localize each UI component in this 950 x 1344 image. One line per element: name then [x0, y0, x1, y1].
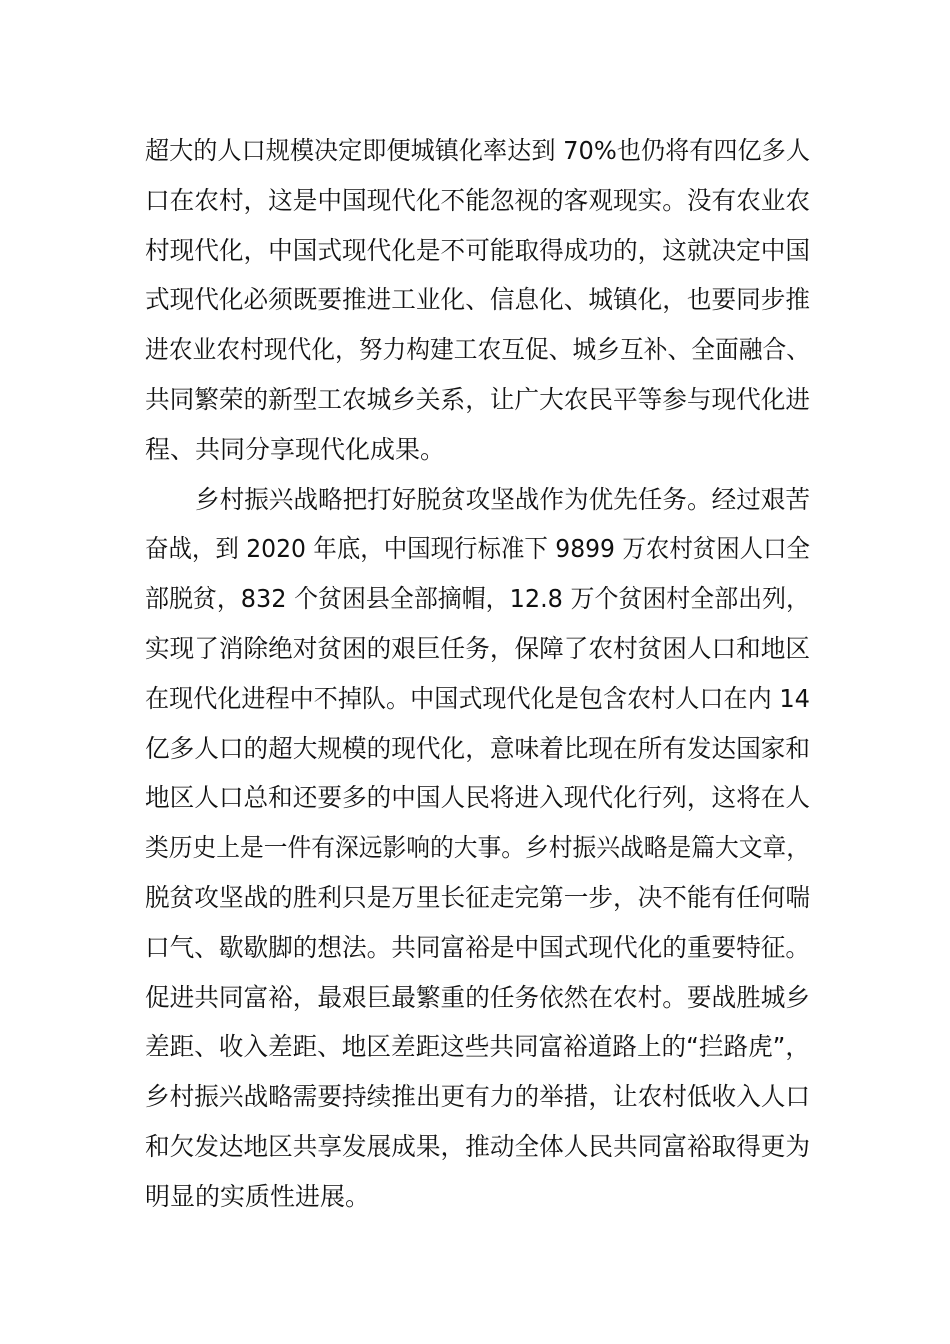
paragraph-line: 地区人口总和还要多的中国人民将进入现代化行列，这将在人 — [145, 783, 811, 813]
paragraph-line: 超大的人口规模决定即便城镇化率达到 70%也仍将有四亿多人 — [145, 136, 810, 165]
paragraph-2 — [145, 475, 810, 1222]
document-body — [145, 126, 810, 1222]
paragraph-1 — [145, 126, 810, 475]
paragraph-line: 口气、歇歇脚的想法。共同富裕是中国式现代化的重要特征。 — [145, 932, 811, 962]
paragraph-line: 类历史上是一件有深远影响的大事。乡村振兴战略是篇大文章， — [145, 833, 811, 863]
paragraph-line: 部脱贫，832 个贫困县全部摘帽，12.8 万个贫困村全部出列， — [145, 584, 810, 614]
paragraph-line: 程、共同分享现代化成果。 — [145, 434, 446, 464]
paragraph-line: 式现代化必须既要推进工业化、信息化、城镇化，也要同步推 — [145, 285, 811, 315]
paragraph-line: 明显的实质性进展。 — [145, 1181, 371, 1211]
paragraph-line: 村现代化，中国式现代化是不可能取得成功的，这就决定中国 — [145, 235, 811, 265]
paragraph-line: 促进共同富裕，最艰巨最繁重的任务依然在农村。要战胜城乡 — [145, 982, 811, 1012]
paragraph-line: 脱贫攻坚战的胜利只是万里长征走完第一步，决不能有任何喘 — [145, 882, 811, 912]
paragraph-line: 实现了消除绝对贫困的艰巨任务，保障了农村贫困人口和地区 — [145, 633, 811, 663]
paragraph-line: 口在农村，这是中国现代化不能忽视的客观现实。没有农业农 — [145, 185, 811, 215]
paragraph-line: 进农业农村现代化，努力构建工农互促、城乡互补、全面融合、 — [145, 335, 811, 365]
paragraph-line: 和欠发达地区共享发展成果，推动全体人民共同富裕取得更为 — [145, 1131, 811, 1161]
paragraph-line: 乡村振兴战略需要持续推出更有力的举措，让农村低收入人口 — [145, 1082, 811, 1112]
paragraph-line: 奋战，到 2020 年底，中国现行标准下 9899 万农村贫困人口全 — [145, 534, 811, 564]
paragraph-line: 在现代化进程中不掉队。中国式现代化是包含农村人口在内 14 — [145, 683, 811, 713]
paragraph-line: 共同繁荣的新型工农城乡关系，让广大农民平等参与现代化进 — [145, 384, 811, 414]
paragraph-line: 差距、收入差距、地区差距这些共同富裕道路上的“拦路虎”， — [145, 1032, 811, 1062]
paragraph-line: 亿多人口的超大规模的现代化，意味着比现在所有发达国家和 — [145, 733, 811, 763]
paragraph-line: 乡村振兴战略把打好脱贫攻坚战作为优先任务。经过艰苦 — [195, 484, 811, 514]
